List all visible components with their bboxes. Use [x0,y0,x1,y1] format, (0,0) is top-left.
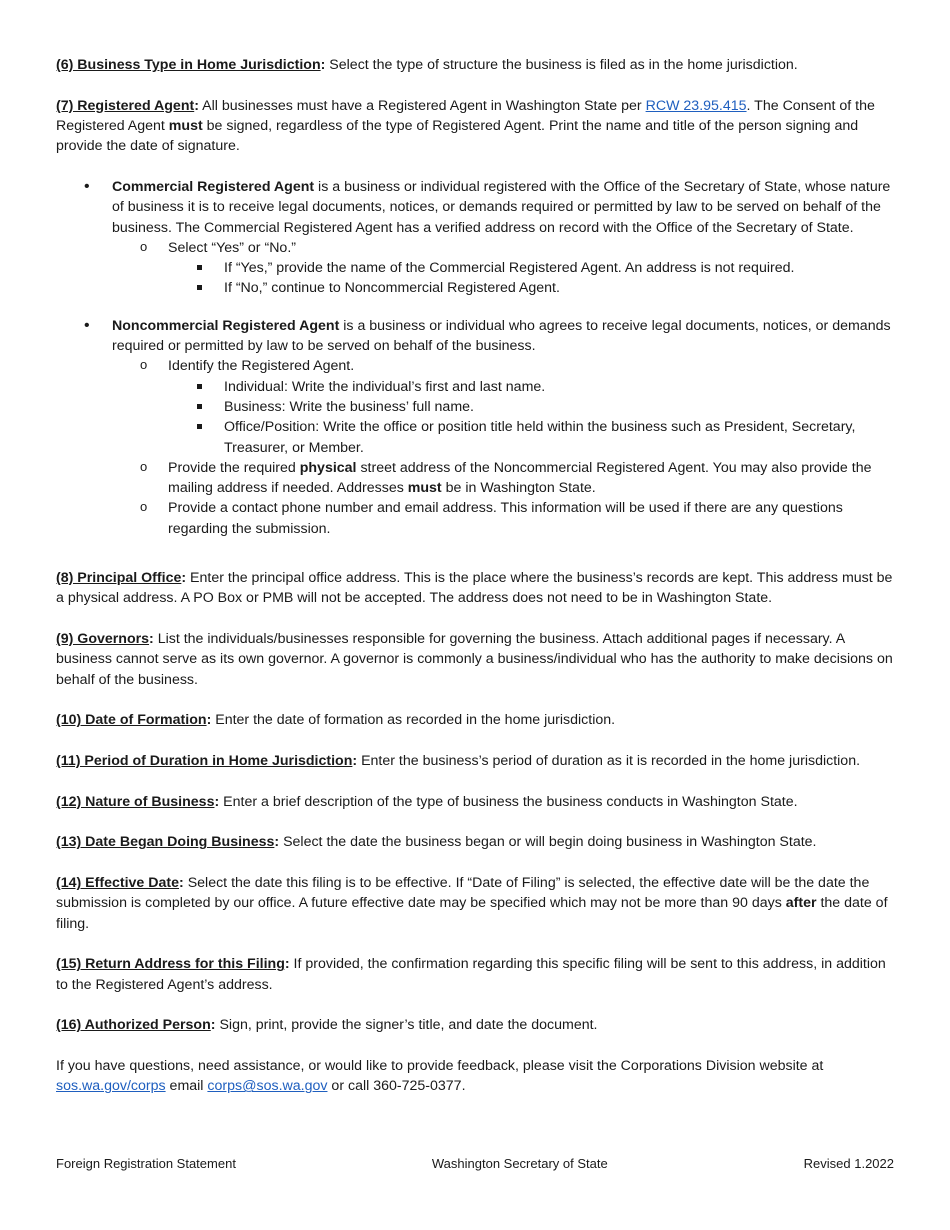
section-9-heading: (9) Governors [56,631,150,647]
section-14: (14) Effective Date: Select the date this filing is to be effective. If “Date of Filing” is selected, the effective date will be the date the submission is completed by our office. A future effective date may be specified which may not be more than 90 days after the date of filing. [56,875,888,932]
section-12: (12) Nature of Business: Enter a brief description of the type of business the business conducts in Washington State. [56,793,798,810]
rcw-link[interactable]: RCW 23.95.415 [645,97,747,114]
commercial-agent-item: • Commercial Registered Agent is a business or individual registered with the Office of the Secretary of State, whose nature of business it is to receive legal documents, notices, or demands required or permitted by law to be served on behalf of the business. The Commercial Registered Agent has a verified address on record with the Office of the Secretary of State. o Select “Yes” or “No.” If “Yes,” provide the name of the Commercial Registered Agent. An address is not required. If “No,” continue to Noncommercial Registered Agent. [56,177,896,299]
section-7: (7) Registered Agent: All businesses must have a Registered Agent in Washington State per RCW 23.95.415. The Consent of the Registered Agent must be signed, regardless of the type of Registered Agent. Print the name and title of the person signing and provide the date of signature. [56,97,875,155]
section-6-text: Select the type of structure the business is filed as in the home jurisdiction. [325,57,798,73]
section-10: (10) Date of Formation: Enter the date of formation as recorded in the home jurisdiction. [56,712,616,729]
section-8: (8) Principal Office: Enter the principal office address. This is the place where the business’s records are kept. This address must be a physical address. A PO Box or PMB will not be accepted. The address does not need to be in Washington State. [56,570,893,607]
section-16: (16) Authorized Person: Sign, print, provide the signer’s title, and date the document. [56,1017,598,1034]
section-7-heading: (7) Registered Agent [56,97,195,114]
section-14-heading: (14) Effective Date [56,875,180,892]
footer-left: Foreign Registration Statement [56,1156,236,1171]
list-item: o Select “Yes” or “No.” If “Yes,” provide the name of the Commercial Registered Agent. An address is not required. If “No,” continue to Noncommercial Registered Agent. [112,238,896,299]
page-footer [56,1156,894,1171]
section-6: (6) Business Type in Home Jurisdiction: Select the type of structure the business is filed as in the home jurisdiction. [56,57,798,73]
noncommercial-agent-item: • Noncommercial Registered Agent is a business or individual who agrees to receive legal documents, notices, or demands required or permitted by law to be served on behalf of the business. o Identify the Registered Agent. Individual: Write the individual’s first and last name. Business: Write the business’ full name. Office/Position: Write the office or position title held within the business such as President, Secretary, Treasurer, or Member. o Provide the required physical street address of the Noncommercial Registered Agent. You may also provide the mailing address if needed. Addresses must be in Washington State. o Provide a contact phone number and email address. This information will be used if there are any questions regarding the submission. [56,316,896,539]
list-item: If “Yes,” provide the name of the Commercial Registered Agent. An address is not required. [168,258,896,278]
section-12-heading: (12) Nature of Business [56,793,215,810]
section-11: (11) Period of Duration in Home Jurisdiction: Enter the business’s period of duration as it is recorded in the home jurisdiction. [56,752,861,769]
list-item: o Identify the Registered Agent. Individual: Write the individual’s first and last name. Business: Write the business’ full name. Office/Position: Write the office or position title held within the business such as President, Secretary, Treasurer, or Member. [112,356,896,457]
list-item: Individual: Write the individual’s first and last name. [168,377,896,397]
list-item: Business: Write the business’ full name. [168,397,896,417]
section-9: (9) Governors: List the individuals/businesses responsible for governing the business. Attach additional pages if necessary. A business cannot serve as its own governor. A governor is commonly a business/individual who has the authority to make decisions on behalf of the business. [56,631,893,688]
section-10-heading: (10) Date of Formation [56,712,207,729]
instructions-page [56,55,896,1117]
section-13-heading: (13) Date Began Doing Business [56,834,275,851]
section-8-heading: (8) Principal Office [56,570,182,587]
section-16-heading: (16) Authorized Person [56,1017,211,1034]
contact-info: If you have questions, need assistance, or would like to provide feedback, please visit the Corporations Division website at sos.wa.gov/corps email corps@sos.wa.gov or call 360-725-0377. [56,1057,824,1095]
section-15-heading: (15) Return Address for this Filing [56,956,285,973]
corps-website-link[interactable]: sos.wa.gov/corps [56,1078,166,1095]
list-item: o Provide a contact phone number and email address. This information will be used if there are any questions regarding the submission. [112,498,896,539]
footer-right: Revised 1.2022 [803,1156,894,1171]
list-item: If “No,” continue to Noncommercial Registered Agent. [168,278,896,298]
section-15: (15) Return Address for this Filing: If provided, the confirmation regarding this specific filing will be sent to this address, in addition to the Registered Agent’s address. [56,956,886,993]
footer-center: Washington Secretary of State [431,1156,608,1171]
corps-email-link[interactable]: corps@sos.wa.gov [207,1078,328,1095]
list-item: Office/Position: Write the office or position title held within the business such as President, Secretary, Treasurer, or Member. [168,417,896,458]
section-6-heading: (6) Business Type in Home Jurisdiction [56,57,321,73]
section-13: (13) Date Began Doing Business: Select the date the business began or will begin doing business in Washington State. [56,834,817,851]
list-item: o Provide the required physical street address of the Noncommercial Registered Agent. You may also provide the mailing address if needed. Addresses must be in Washington State. [112,458,896,499]
section-11-heading: (11) Period of Duration in Home Jurisdiction [56,752,353,769]
registered-agent-list [56,177,896,539]
